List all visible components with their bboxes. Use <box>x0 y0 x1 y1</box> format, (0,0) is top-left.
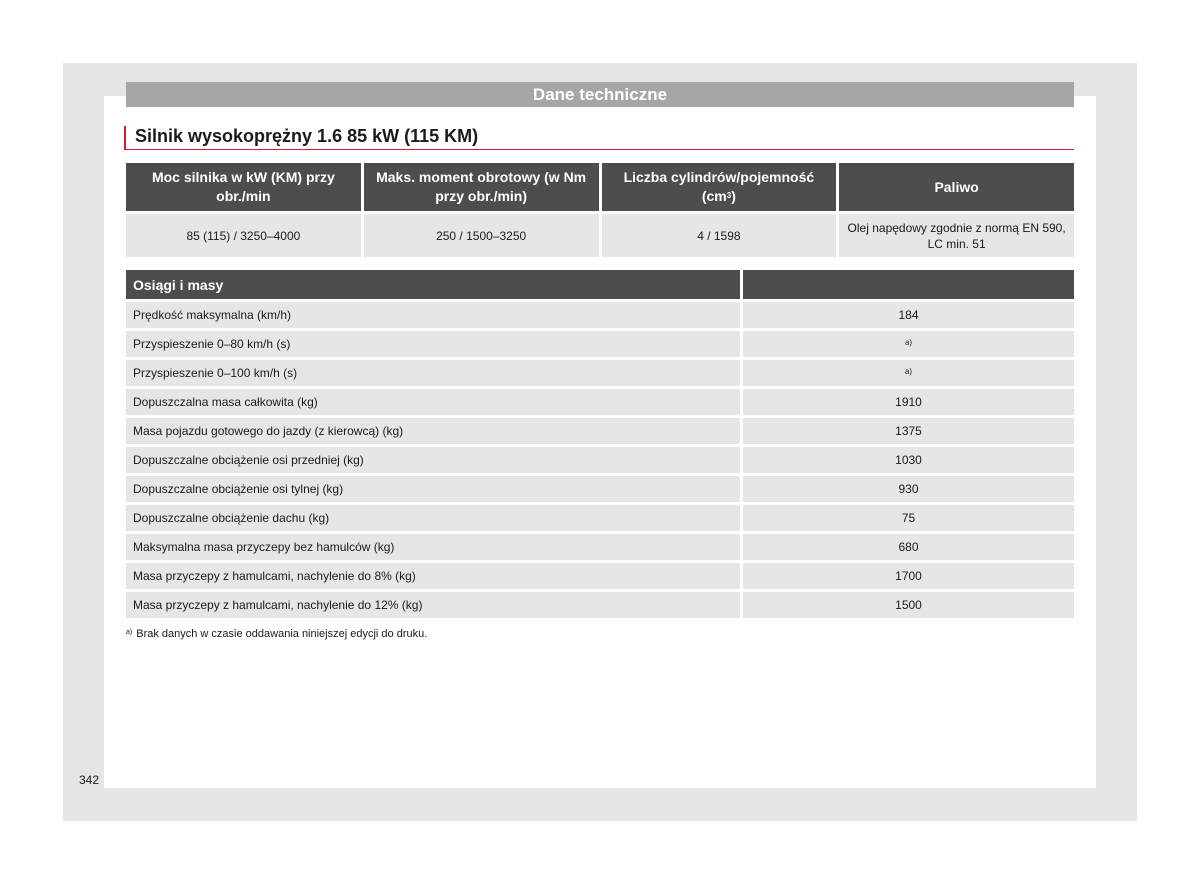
row-label: Maksymalna masa przyczepy bez hamulców (kg) <box>126 534 740 560</box>
row-label: Dopuszczalne obciążenie dachu (kg) <box>126 505 740 531</box>
row-value: 1700 <box>743 563 1074 589</box>
row-value: 184 <box>743 302 1074 328</box>
row-label: Przyspieszenie 0–100 km/h (s) <box>126 360 740 386</box>
row-value <box>743 360 1074 386</box>
performance-header: Osiągi i masy <box>126 270 740 299</box>
cell-fuel: Olej napędowy zgodnie z normą EN 590, LC min. 51 <box>839 214 1074 257</box>
row-label: Przyspieszenie 0–80 km/h (s) <box>126 331 740 357</box>
engine-spec-table <box>123 160 1077 260</box>
row-value: 1375 <box>743 418 1074 444</box>
performance-header-empty <box>743 270 1074 299</box>
table-header-row <box>126 163 1074 211</box>
page-number: 342 <box>79 773 100 787</box>
section-title: Silnik wysokoprężny 1.6 85 kW (115 KM) <box>124 126 1074 150</box>
row-value <box>743 331 1074 357</box>
cell-cylinders: 4 / 1598 <box>602 214 837 257</box>
row-value: 930 <box>743 476 1074 502</box>
cell-torque: 250 / 1500–3250 <box>364 214 599 257</box>
row-value: 1910 <box>743 389 1074 415</box>
row-value: 75 <box>743 505 1074 531</box>
header-torque: Maks. moment obrotowy (w Nm przy obr./min) <box>364 163 599 211</box>
row-value: 1500 <box>743 592 1074 618</box>
table-row <box>126 214 1074 257</box>
row-label: Dopuszczalne obciążenie osi przedniej (kg) <box>126 447 740 473</box>
table-row <box>126 563 1074 589</box>
header-power: Moc silnika w kW (KM) przy obr./min <box>126 163 361 211</box>
row-label: Masa pojazdu gotowego do jazdy (z kierowcą) (kg) <box>126 418 740 444</box>
footnote-reference: a) <box>904 367 913 376</box>
footnote <box>126 628 427 640</box>
table-row <box>126 447 1074 473</box>
table-row <box>126 418 1074 444</box>
header-cylinders-superscript: 3 <box>726 191 732 200</box>
table-row <box>126 534 1074 560</box>
header-fuel: Paliwo <box>839 163 1074 211</box>
footnote-reference: a) <box>904 338 913 347</box>
table-row <box>126 360 1074 386</box>
row-label: Dopuszczalne obciążenie osi tylnej (kg) <box>126 476 740 502</box>
footnote-text: Brak danych w czasie oddawania niniejszej edycji do druku. <box>136 628 428 640</box>
row-label: Prędkość maksymalna (km/h) <box>126 302 740 328</box>
header-cylinders <box>602 163 837 211</box>
header-cylinders-text: Liczba cylindrów/pojemność (cm <box>623 169 815 204</box>
table-header-row <box>126 270 1074 299</box>
header-cylinders-close: ) <box>731 188 736 204</box>
footnote-mark: a) <box>126 629 133 636</box>
row-value: 680 <box>743 534 1074 560</box>
row-label: Masa przyczepy z hamulcami, nachylenie do 8% (kg) <box>126 563 740 589</box>
chapter-header: Dane techniczne <box>126 82 1074 107</box>
table-row <box>126 302 1074 328</box>
row-label: Masa przyczepy z hamulcami, nachylenie do 12% (kg) <box>126 592 740 618</box>
table-row <box>126 331 1074 357</box>
cell-power: 85 (115) / 3250–4000 <box>126 214 361 257</box>
table-row <box>126 592 1074 618</box>
table-row <box>126 389 1074 415</box>
table-row <box>126 505 1074 531</box>
performance-table <box>123 267 1077 621</box>
row-value: 1030 <box>743 447 1074 473</box>
table-row <box>126 476 1074 502</box>
row-label: Dopuszczalna masa całkowita (kg) <box>126 389 740 415</box>
